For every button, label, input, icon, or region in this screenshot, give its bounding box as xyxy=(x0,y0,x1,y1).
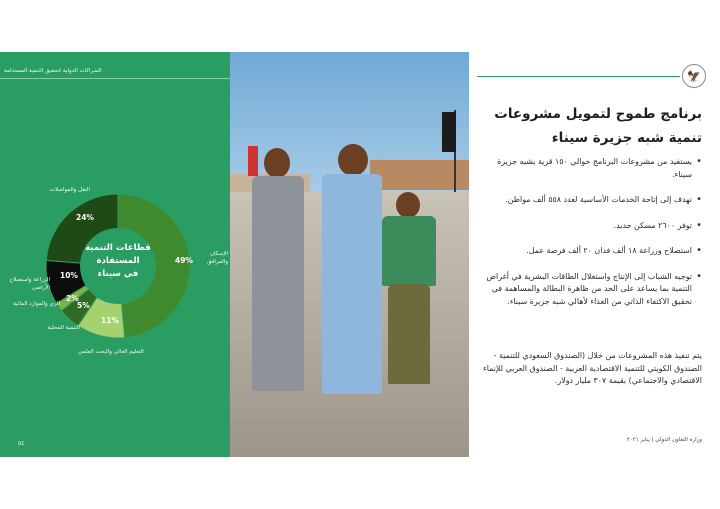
photo-children-sinai xyxy=(230,52,469,457)
bullet-item: • توجيه الشباب إلى الإنتاج واستغلال الطاقات البشرية في أغراض التنمية بما يساعد على الحد من ظاهرة البطالة والمساهمة في تحقيق الاكتفاء الذاتي من الغذاء لأهالي شبه جزيرة سيناء. xyxy=(482,271,702,309)
section-header: الشراكات الدولية لتحقيق التنمية المستدامة xyxy=(4,68,102,74)
emblem-icon: 🦅 xyxy=(682,64,706,88)
title-line-1: برنامج طموح لتمويل مشروعات xyxy=(494,106,702,122)
photo-kid-3-shirt xyxy=(382,216,436,286)
label-industry: الري والموارد المائية xyxy=(13,301,60,307)
bullet-item: • تهدف إلى إتاحة الخدمات الأساسية لعدد ٥٥٨ ألف مواطن. xyxy=(482,194,702,207)
footer-credit: وزارة التعاون الدولي | يناير ٢٠٢١ xyxy=(626,437,702,443)
bullet-item: • توفر ٢٦٠٠ مسكن جديد. xyxy=(482,220,702,233)
bullet-item: • استصلاح وزراعة ١٨ ألف فدان ٢٠ ألف فرصة عمل. xyxy=(482,245,702,258)
pct-health: 5% xyxy=(77,301,90,310)
pct-education: 11% xyxy=(101,316,119,325)
pct-agriculture: 10% xyxy=(60,271,78,280)
page-number: ٥٤ xyxy=(18,440,25,447)
bullet-list xyxy=(482,156,702,321)
text-column xyxy=(469,52,720,457)
label-agriculture: الزراعة واستصلاح الأراضي xyxy=(9,277,50,291)
photo-black-flag xyxy=(442,112,456,152)
photo-kid-3-head xyxy=(396,192,420,218)
label-housing: الإسكان والمرافق xyxy=(207,251,228,265)
photo-kid-3-pants xyxy=(388,284,430,384)
pct-industry: 2% xyxy=(66,294,79,303)
funding-paragraph: يتم تنفيذ هذه المشروعات من خلال (الصندوق السعودي للتنمية - الصندوق الكويتي للتنمية الاقتصادية العربية - الصندوق العربي للإنماء الاقتصادي والاجتماعي) بقيمة ٣٠٧ مليار دولار. xyxy=(483,351,702,385)
center-label-line-1: قطاعات التنمية xyxy=(85,243,151,253)
donut-center-label xyxy=(82,242,154,281)
header-rule xyxy=(477,76,680,77)
label-health: التنمية المحلية xyxy=(47,325,80,331)
document-page xyxy=(0,52,720,457)
title-line-2: تنمية شبه جزيرة سيناء xyxy=(551,130,702,146)
photo-red-flag xyxy=(248,146,258,176)
center-label-line-2: المستفادة xyxy=(96,256,140,266)
bullet-item: • يستفيد من مشروعات البرنامج حوالي ١٥٠ قرية بشبه جزيرة سيناء. xyxy=(482,156,702,181)
photo-kid-1 xyxy=(252,176,304,391)
chart-panel xyxy=(0,52,230,457)
page-title xyxy=(482,102,702,150)
label-education: التعليم العالي والبحث العلمي xyxy=(78,349,144,355)
pct-transport: 24% xyxy=(76,213,94,222)
photo-kid-2-head xyxy=(338,144,368,176)
pct-housing: 49% xyxy=(175,256,193,265)
photo-kid-1-head xyxy=(264,148,290,178)
center-label-line-3: في سيناء xyxy=(97,269,139,279)
header-divider xyxy=(0,78,230,79)
label-transport: النقل والمواصلات xyxy=(49,187,90,193)
photo-kid-2 xyxy=(322,174,382,394)
